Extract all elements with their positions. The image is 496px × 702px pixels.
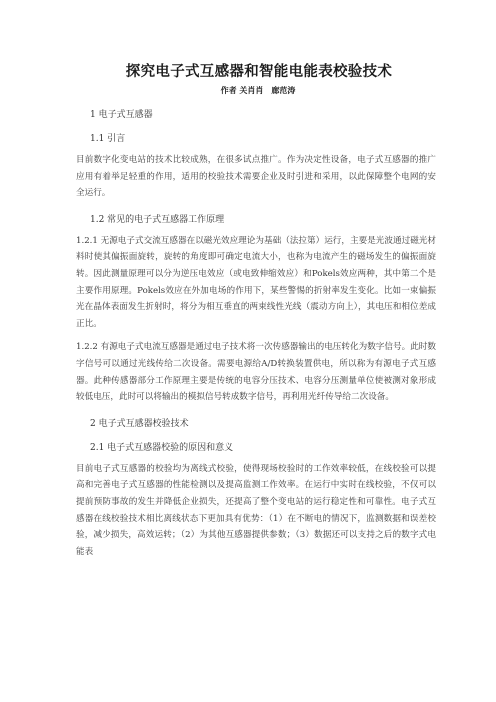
- author-2: 廊范涛: [271, 86, 296, 95]
- author-line: [94, 85, 422, 96]
- authors-label: 作者: [220, 86, 237, 95]
- section-2-1-paragraph: 目前电子式互感器的校验均为离线式校验，使得现场校验时的工作效率较低，在线校验可以提高和完善电子式互感器的性能检测以及提高监测工作效率。在运行中实时在线校验，不仅可以提前预防事故的发生并降低企业损失，还提高了整个变电站的运行稳定性和可靠性。电子式互感器在线校验技术相比离线状态下更加具有优势：（1）在不断电的情况下，监测数据和误差校验，减少损失，高效运转；（2）为其他互感器提供参数；（3）数据还可以支持之后的数字式电能表: [76, 463, 436, 557]
- section-1-1-paragraph: 目前数字化变电站的技术比较成熟，在很多试点推广。作为决定性设备，电子式互感器的推广应用有着举足轻重的作用，适用的校验技术需要企业及时引进和采用，以此保障整个电网的安全运行。: [76, 155, 436, 199]
- document-title: 探究电子式互感器和智能电能表校验技术: [125, 64, 393, 80]
- author-1: 关肖肖: [239, 86, 264, 95]
- section-2-1-heading: 2.1 电子式互感器校验的原因和意义: [90, 442, 234, 453]
- section-1-2-2-paragraph: 1.2.2 有源电子式电流互感器是通过电子技术将一次传感器输出的电压转化为数字信号。此时数字信号可以通过光线传给二次设备。需要电源给A/D转换装置供电，所以称为有源电子式互感器。此种传感器部分工作原理主要是传统的电容分压技术、电容分压测量单位使被测对象形成较低电压，此时可以将输出的模拟信号转成数字信号，再利用光纤传导给二次设备。: [76, 342, 436, 403]
- section-1-2-1-paragraph: 1.2.1 无源电子式交流互感器在以磁光效应理论为基础（法拉第）运行，主要是光波通过磁光材料时使其偏振面旋转，旋转的角度即可确定电流大小，也称为电流产生的磁场发生的偏振面旋转。因此测量原理可以分为逆压电效应（或电致伸缩效应）和Pokels效应两种，其中第二个是主要作用原理。Pokels效应在外加电场的作用下，某些警惕的折射率发生变化。比如一束偏振光在晶体表面发生折射时，将分为相互垂直的两束线性光线（震动方向上），其电压和相位差成正比。: [76, 235, 436, 329]
- section-1-1-heading: 1.1 引言: [90, 134, 126, 144]
- section-2-heading: 2 电子式互感器校验技术: [90, 418, 189, 429]
- section-1-2-heading: 1.2 常见的电子式互感器工作原理: [90, 214, 225, 225]
- section-1-heading: 1 电子式互感器: [90, 110, 153, 120]
